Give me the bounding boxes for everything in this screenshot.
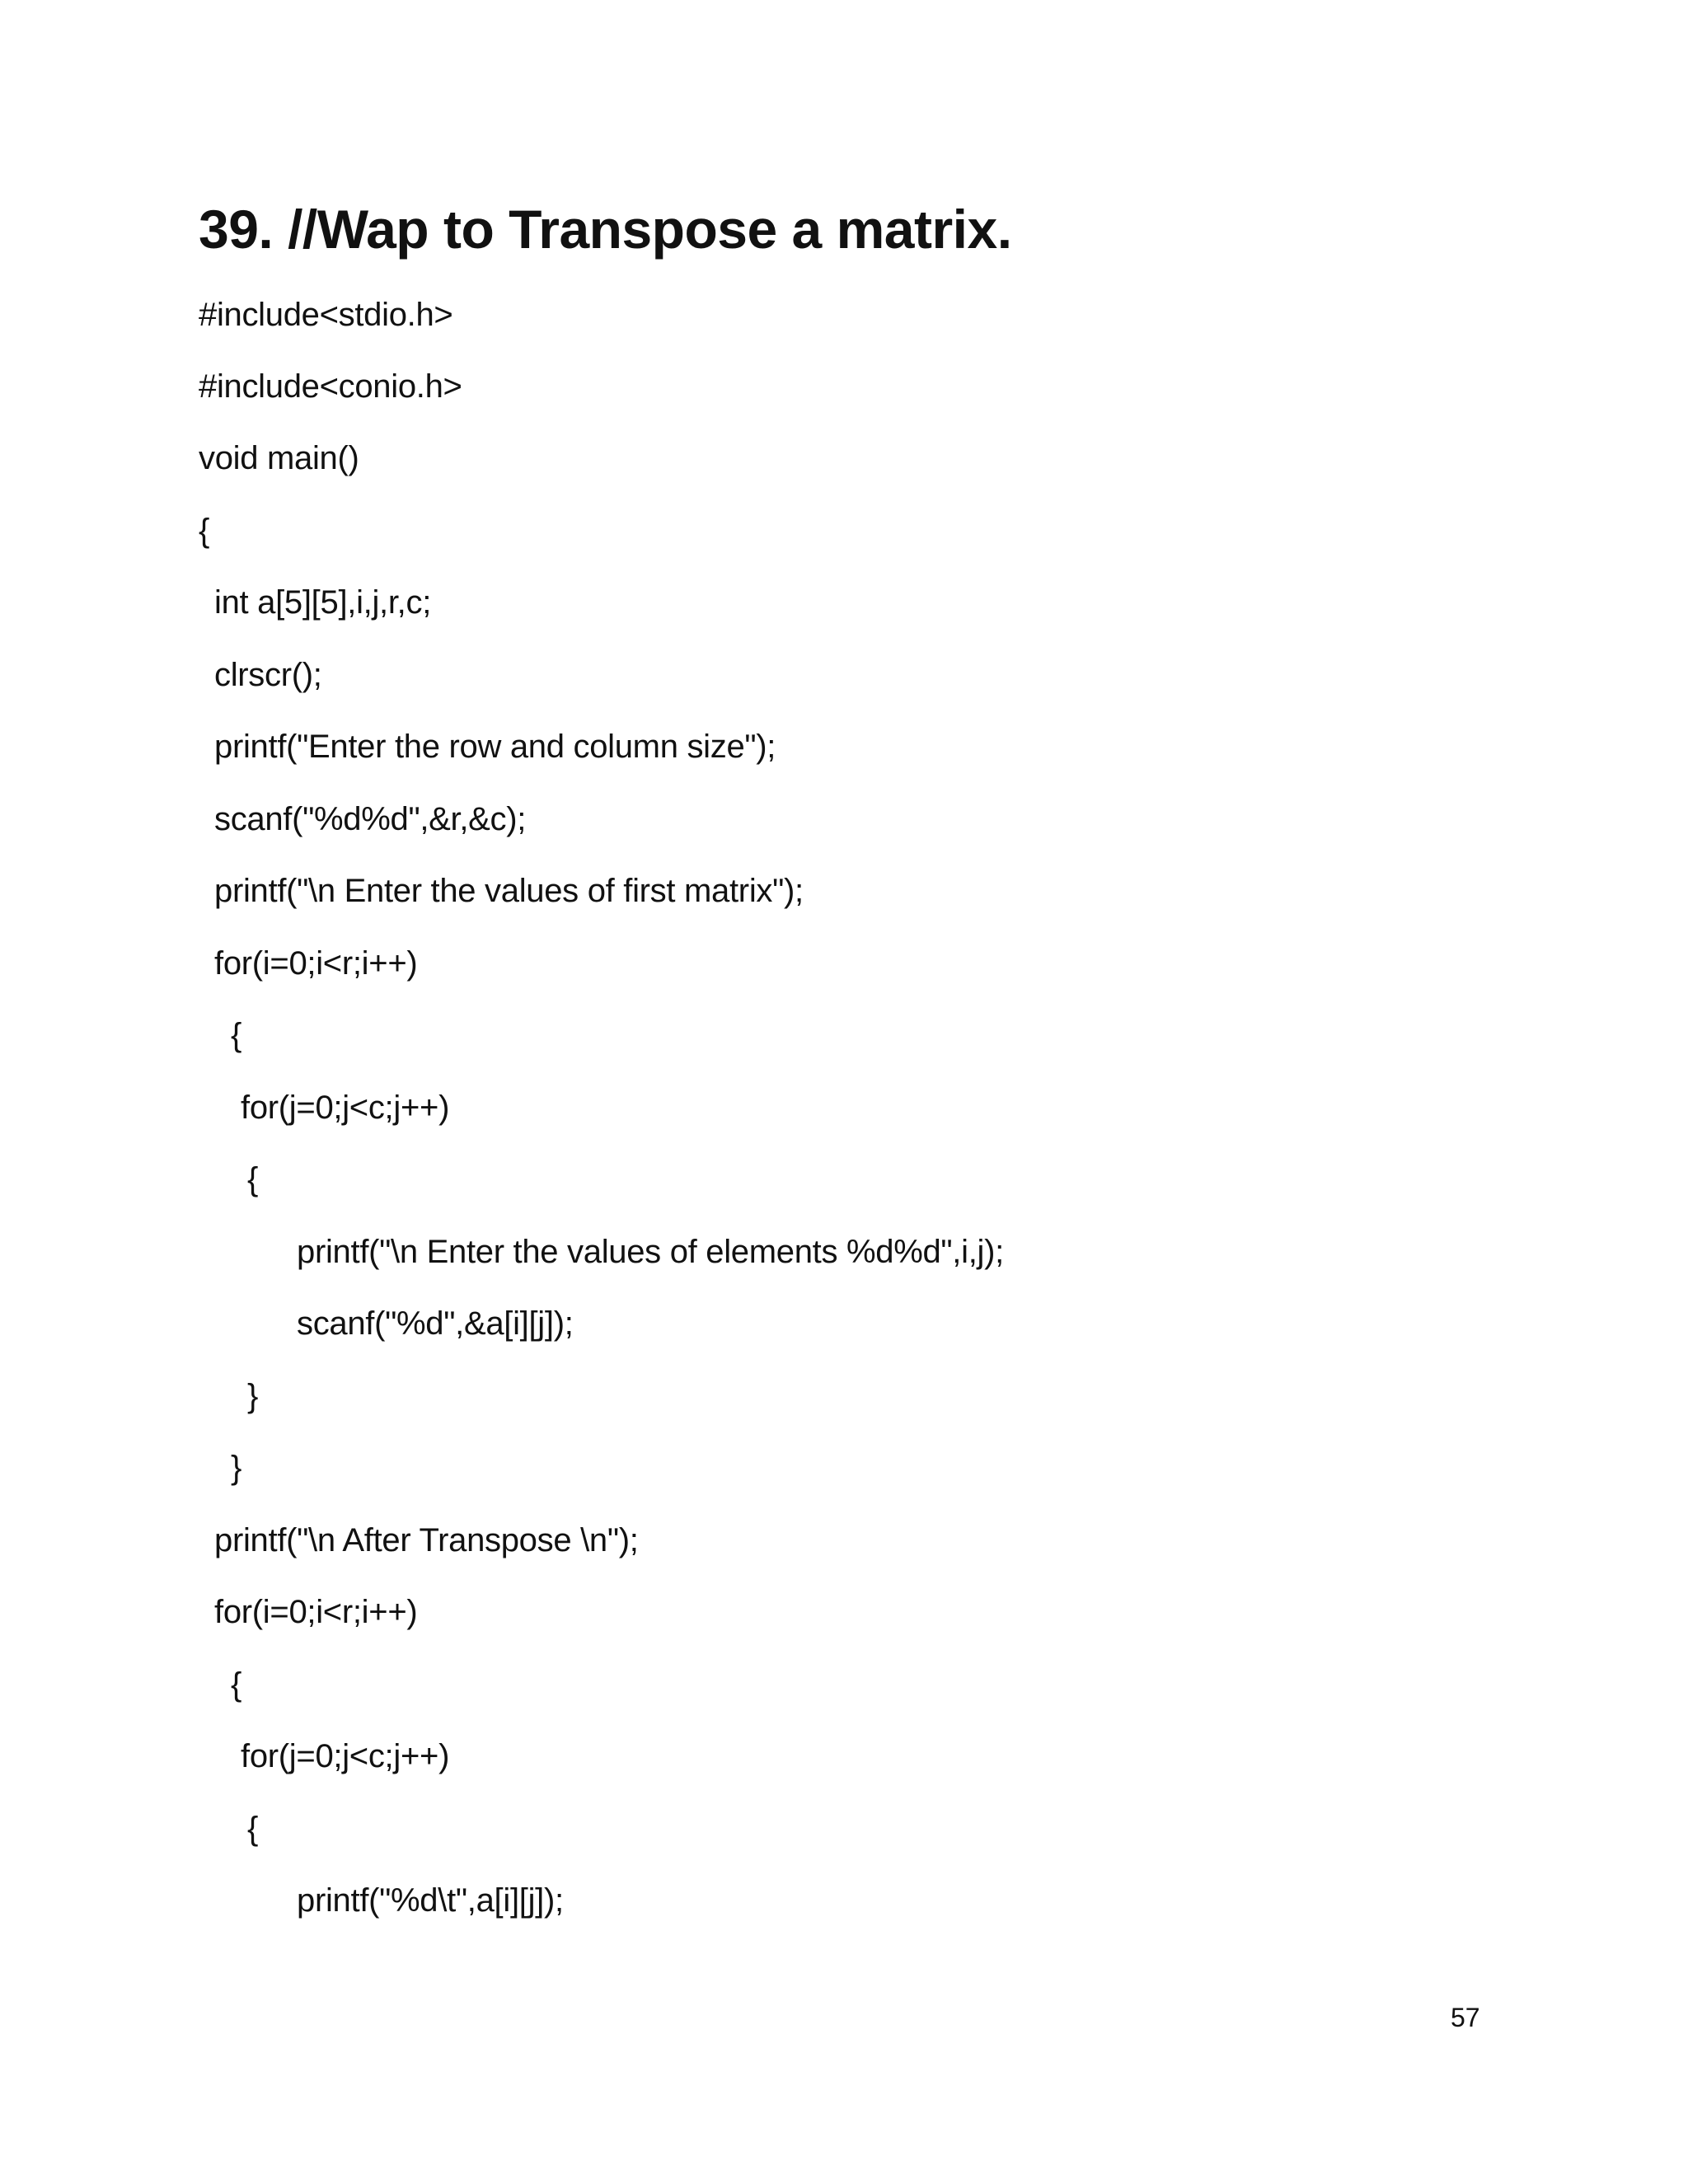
code-line: { (199, 513, 210, 549)
code-line: { (247, 1811, 259, 1847)
page-title: 39. //Wap to Transpose a matrix. (199, 199, 1012, 260)
page-number: 57 (1451, 2003, 1480, 2032)
code-line: printf("\n Enter the values of elements %d%d",i,j); (297, 1234, 1004, 1270)
code-line: { (231, 1017, 242, 1053)
code-line: printf("Enter the row and column size"); (214, 729, 776, 765)
code-line: scanf("%d",&a[i][j]); (297, 1305, 574, 1342)
code-line: printf("\n Enter the values of first matrix"); (214, 873, 804, 909)
code-line: printf("%d\t",a[i][j]); (297, 1882, 564, 1919)
code-line: for(i=0;i<r;i++) (214, 945, 418, 982)
code-line: clrscr(); (214, 657, 322, 693)
code-line: int a[5][5],i,j,r,c; (214, 584, 432, 621)
code-line: #include<stdio.h> (199, 297, 453, 333)
code-line: } (247, 1378, 259, 1414)
code-line: for(j=0;j<c;j++) (241, 1090, 450, 1126)
code-line: { (247, 1161, 259, 1197)
code-line: } (231, 1450, 242, 1486)
code-line: void main() (199, 440, 359, 476)
code-line: for(i=0;i<r;i++) (214, 1594, 418, 1630)
code-line: { (231, 1666, 242, 1703)
code-line: scanf("%d%d",&r,&c); (214, 801, 527, 837)
code-line: printf("\n After Transpose \n"); (214, 1522, 639, 1558)
code-line: #include<conio.h> (199, 368, 462, 405)
code-line: for(j=0;j<c;j++) (241, 1738, 450, 1774)
